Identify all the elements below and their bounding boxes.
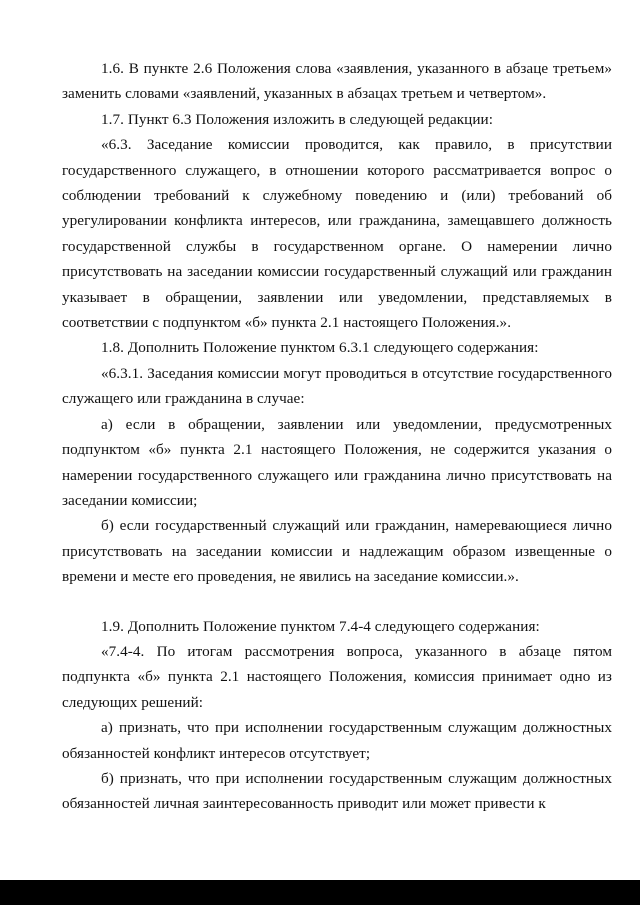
paragraph-7-4-4: «7.4-4. По итогам рассмотрения вопроса, указанного в абзаце пятом подпункта «б» пункта 2.1 настоящего Положения, комиссия принимает одно из следующих решений: bbox=[62, 642, 612, 711]
paragraph-1-7: 1.7. Пункт 6.3 Положения изложить в следующей редакции: bbox=[101, 110, 493, 128]
paragraph-7-4-4-b: б) признать, что при исполнении государственным служащим должностных обязанностей личная заинтересованность приводит или может привести к bbox=[62, 769, 612, 813]
paragraph-6-3-1: «6.3.1. Заседания комиссии могут проводиться в отсутствие государственного служащего или гражданина в случае: bbox=[62, 364, 612, 408]
paragraph-6-3-1-b: б) если государственный служащий или гражданин, намеревающиеся лично присутствовать на заседании комиссии и надлежащим образом извещенные о времени и месте его проведения, не явились на заседание комиссии.». bbox=[62, 517, 612, 586]
paragraph-1-8: 1.8. Дополнить Положение пунктом 6.3.1 следующего содержания: bbox=[101, 339, 539, 357]
scan-bottom-edge bbox=[0, 880, 640, 905]
paragraph-6-3: «6.3. Заседание комиссии проводится, как правило, в присутствии государственного служащего, в отношении которого рассматривается вопрос о соблюдении требований к служебному поведению и (или) требований об урегулировании конфликта интересов, или гражданина, замещавшего должность государственной службы в государственном органе. О намерении лично присутствовать на заседании комиссии государственный служащий или гражданин указывает в обращении, заявлении или уведомлении, представляемых в соответствии с подпунктом «б» пункта 2.1 настоящего Положения.». bbox=[62, 136, 612, 332]
paragraph-spacer bbox=[62, 590, 612, 614]
paragraph-1-6: 1.6. В пункте 2.6 Положения слова «заявления, указанного в абзаце третьем» заменить словами «заявлений, указанных в абзацах третьем и четвертом». bbox=[62, 60, 612, 103]
paragraph-1-9: 1.9. Дополнить Положение пунктом 7.4-4 следующего содержания: bbox=[101, 617, 540, 635]
paragraph-6-3-1-a: а) если в обращении, заявлении или уведомлении, предусмотренных подпунктом «б» пункта 2.1 настоящего Положения, не содержится указания о намерении государственного служащего или гражданина лично присутствовать на заседании комиссии; bbox=[62, 415, 612, 509]
document-body bbox=[62, 56, 612, 817]
paragraph-7-4-4-a: а) признать, что при исполнении государственным служащим должностных обязанностей конфликт интересов отсутствует; bbox=[62, 719, 612, 762]
